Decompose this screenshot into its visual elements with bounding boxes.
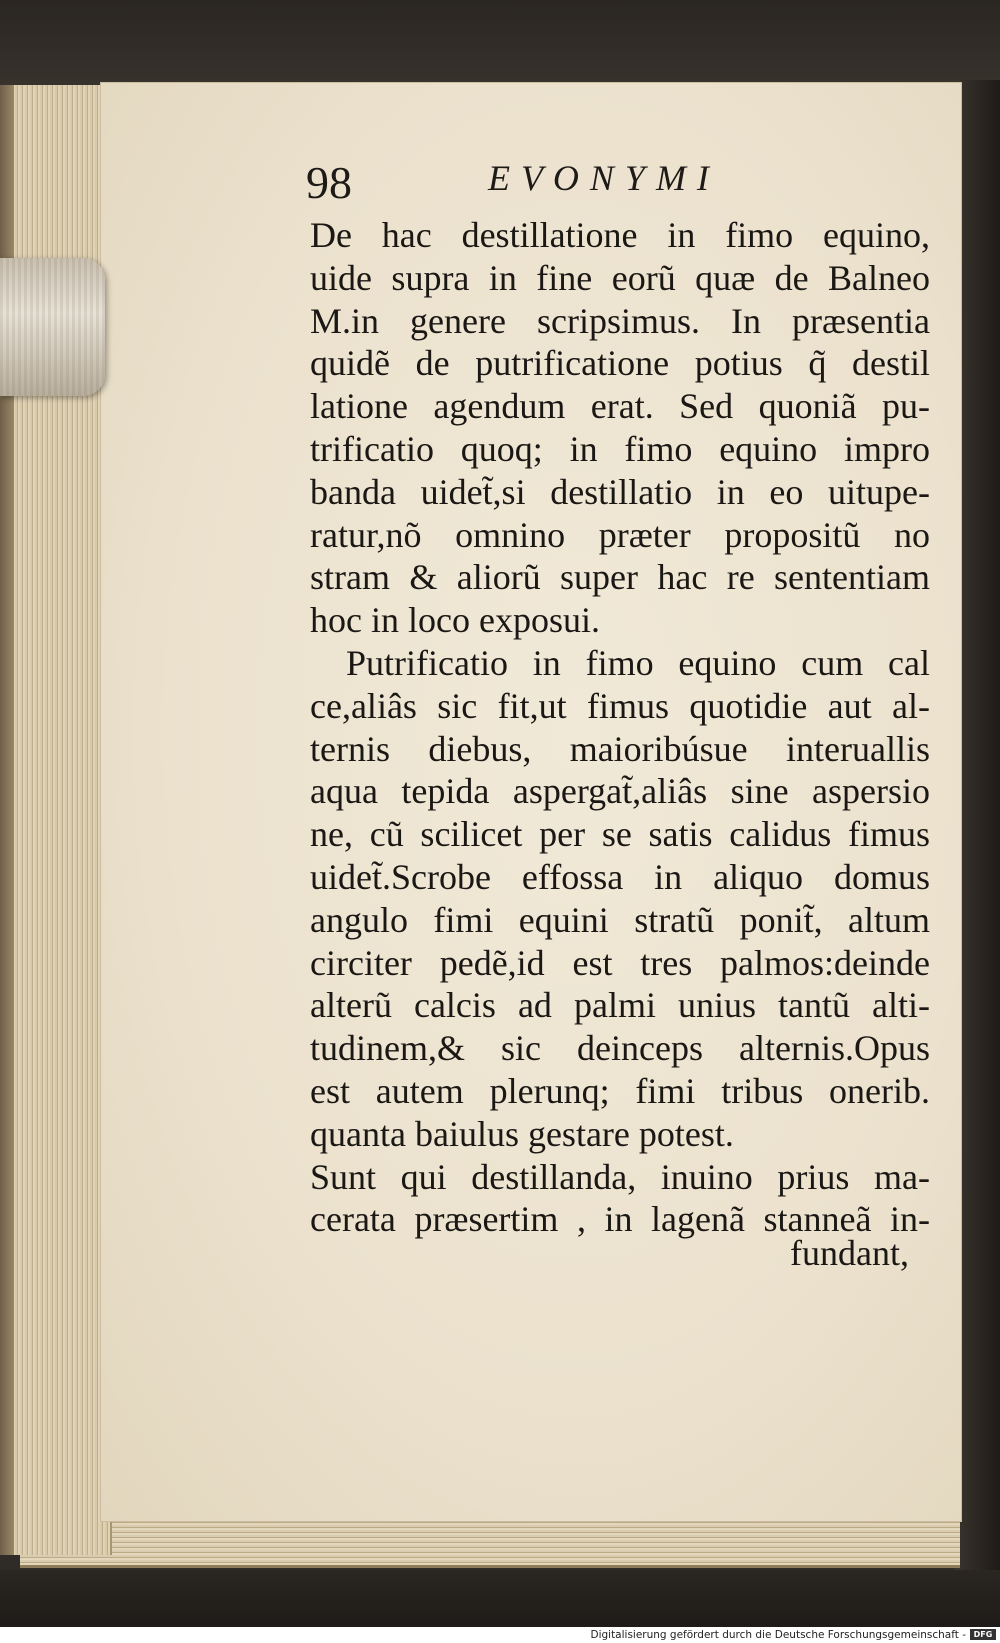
page-number: 98 <box>306 157 352 208</box>
text-line: ce,aliâs sic fit,ut fimus quotidie aut al- <box>310 685 930 726</box>
text-line: circiter pedẽ,id est tres palmos:deinde <box>310 942 930 983</box>
text-line: alterũ calcis ad palmi unius tantũ alti- <box>310 985 930 1026</box>
bookmark-clip <box>0 258 105 396</box>
text-line: angulo fimi equini stratũ ponit̃, altum <box>310 899 930 940</box>
text-line: latione agendum erat. Sed quoniã pu- <box>310 386 930 427</box>
catchword: fundant, <box>790 1233 909 1273</box>
text-line: uide supra in fine eorũ quæ de Balneo <box>310 257 930 298</box>
text-line: Putrificatio in fimo equino cum cal <box>346 642 930 683</box>
text-line: De hac destillatione in fimo equino, <box>310 215 930 255</box>
dfg-logo: DFG <box>970 1629 996 1640</box>
text-line: stram & aliorũ super hac re sententiam <box>310 557 930 598</box>
text-line: ne, cũ scilicet per se satis calidus fimus <box>310 814 930 855</box>
text-line: banda uidet̃,si destillatio in eo uitupe- <box>310 471 930 512</box>
text-line: Sunt qui destillanda, inuino prius ma- <box>310 1156 930 1197</box>
text-line: quidẽ de putrificatione potius q̃ destil <box>310 343 930 384</box>
running-head: EVONYMI <box>488 158 720 198</box>
text-line: cerata præsertim , in lagenã stanneã in- <box>310 1199 930 1240</box>
text-line: ratur,nõ omnino præter propositũ no <box>310 514 930 555</box>
text-line: aqua tepida aspergat̃,aliâs sine aspersio <box>310 771 930 812</box>
scanner-bottom <box>0 1570 1000 1627</box>
text-line: quanta baiulus gestare potest. <box>310 1113 734 1154</box>
text-line: hoc in loco exposui. <box>310 600 600 641</box>
text-line: M.in genere scripsimus. In præsentia <box>310 300 930 341</box>
text-line: trificatio quoq; in fimo equino impro <box>310 428 930 469</box>
text-line: est autem plerunq; fimi tribus onerib. <box>310 1070 930 1111</box>
text-line: uidet̃.Scrobe effossa in aliquo domus <box>310 856 930 897</box>
text-line: tudinem,& sic deinceps alternis.Opus <box>310 1028 930 1069</box>
body-text <box>310 214 930 1241</box>
text-line: ternis diebus, maioribúsue interuallis <box>310 728 930 769</box>
footer-credit: Digitalisierung gefördert durch die Deutsche Forschungsgemeinschaft - <box>590 1629 966 1641</box>
